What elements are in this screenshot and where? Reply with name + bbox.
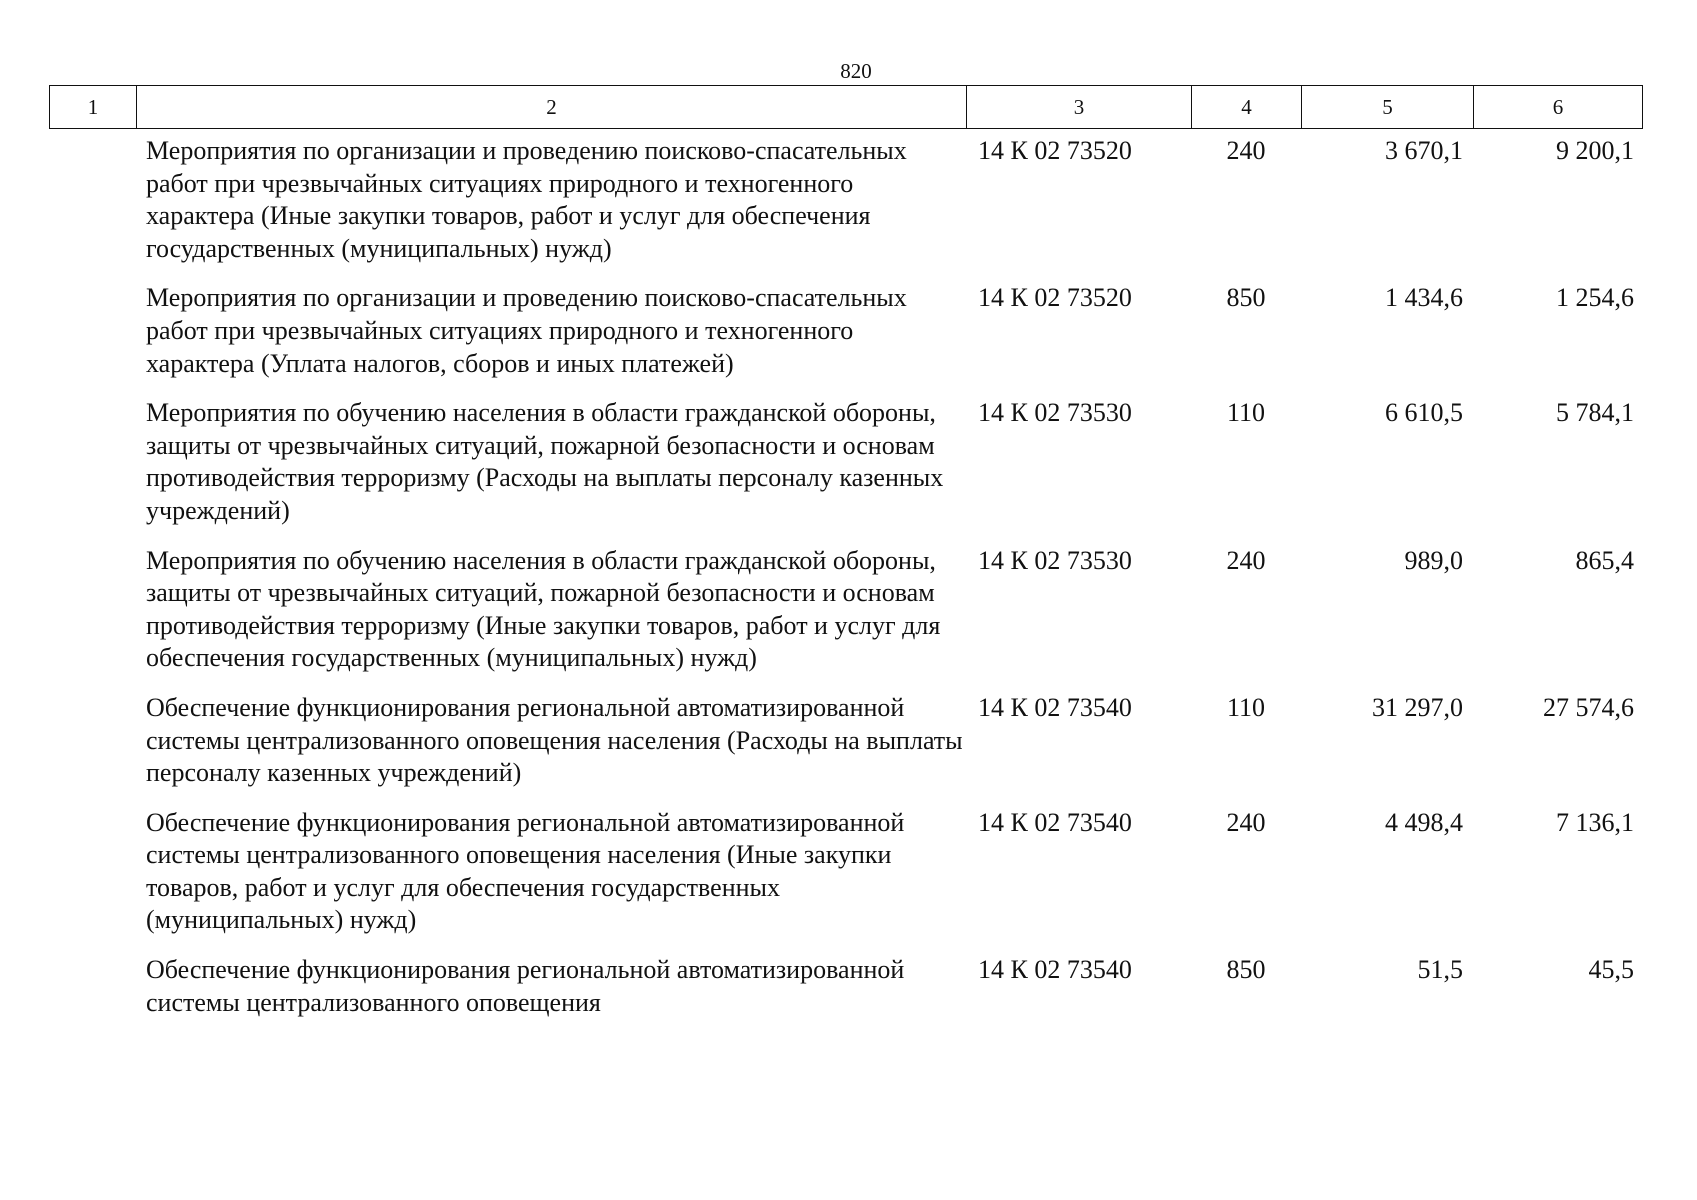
row-type: 240 xyxy=(1226,807,1266,837)
table-row xyxy=(49,282,1642,380)
row-number-cell xyxy=(49,282,136,380)
table-header xyxy=(49,85,1643,129)
header-col-6: 6 xyxy=(1474,86,1643,129)
row-value-2: 45,5 xyxy=(1588,955,1634,985)
row-type: 240 xyxy=(1226,136,1266,165)
table-row xyxy=(49,397,1642,527)
row-code: 14 К 02 73520 xyxy=(978,136,1132,165)
row-description: Обеспечение функционирования региональной автоматизированной системы централизованного оповещения населения (Иные закупки товаров, работ и услуг для обеспечения государственных (муниципальных) нужд) xyxy=(146,807,905,935)
row-number-cell xyxy=(49,545,136,675)
row-number-cell xyxy=(49,954,136,1019)
row-value-1: 3 670,1 xyxy=(1385,136,1463,165)
row-code: 14 К 02 73540 xyxy=(978,692,1132,722)
row-description: Мероприятия по организации и проведению поисково-спасательных работ при чрезвычайных ситуациях природного и техногенного характера (Уплата налогов, сборов и иных платежей) xyxy=(146,283,907,378)
header-col-2: 2 xyxy=(137,86,967,129)
row-value-1: 989,0 xyxy=(1404,545,1463,575)
row-number-cell xyxy=(49,397,136,527)
row-value-2: 5 784,1 xyxy=(1556,398,1634,428)
row-description: Обеспечение функционирования региональной автоматизированной системы централизованного оповещения xyxy=(146,955,905,1017)
page-number: 820 xyxy=(840,59,872,83)
row-type: 850 xyxy=(1226,955,1266,985)
header-row xyxy=(50,86,1643,129)
row-number-cell xyxy=(49,692,136,790)
table-body xyxy=(49,135,1642,1036)
table-row xyxy=(49,954,1642,1019)
row-value-1: 1 434,6 xyxy=(1385,283,1463,313)
row-code: 14 К 02 73530 xyxy=(978,545,1132,575)
row-code: 14 К 02 73520 xyxy=(978,283,1132,313)
header-col-4: 4 xyxy=(1192,86,1302,129)
row-value-1: 4 498,4 xyxy=(1385,807,1463,837)
row-value-1: 51,5 xyxy=(1417,955,1463,985)
table-row xyxy=(49,545,1642,675)
row-description: Обеспечение функционирования региональной автоматизированной системы централизованного оповещения населения (Расходы на выплаты персоналу казенных учреждений) xyxy=(146,692,963,788)
row-value-2: 7 136,1 xyxy=(1556,807,1634,837)
header-col-1: 1 xyxy=(50,86,137,129)
table-row xyxy=(49,807,1642,937)
table-row xyxy=(49,692,1642,790)
row-type: 110 xyxy=(1226,692,1266,722)
row-type: 850 xyxy=(1226,283,1266,313)
row-code: 14 К 02 73540 xyxy=(978,807,1132,837)
row-value-1: 31 297,0 xyxy=(1372,692,1463,722)
row-number-cell xyxy=(49,135,136,265)
header-col-3: 3 xyxy=(967,86,1192,129)
row-code: 14 К 02 73530 xyxy=(978,398,1132,428)
row-description: Мероприятия по обучению населения в области гражданской обороны, защиты от чрезвычайных ситуаций, пожарной безопасности и основам противодействия терроризму (Иные закупки товаров, работ и услуг для обеспечения государственных (муниципальных) нужд) xyxy=(146,545,941,673)
row-value-2: 865,4 xyxy=(1575,545,1634,575)
row-value-1: 6 610,5 xyxy=(1385,398,1463,428)
table-row xyxy=(49,135,1642,265)
row-number-cell xyxy=(49,807,136,937)
row-type: 110 xyxy=(1226,398,1266,428)
header-col-5: 5 xyxy=(1302,86,1474,129)
row-code: 14 К 02 73540 xyxy=(978,955,1132,985)
row-description: Мероприятия по организации и проведению поисково-спасательных работ при чрезвычайных ситуациях природного и техногенного характера (Иные закупки товаров, работ и услуг для обеспечения государственных (муниципальных) нужд) xyxy=(146,136,907,263)
row-value-2: 9 200,1 xyxy=(1556,136,1634,165)
row-type: 240 xyxy=(1226,545,1266,575)
row-value-2: 1 254,6 xyxy=(1556,283,1634,313)
row-value-2: 27 574,6 xyxy=(1543,692,1634,722)
row-description: Мероприятия по обучению населения в области гражданской обороны, защиты от чрезвычайных ситуаций, пожарной безопасности и основам противодействия терроризму (Расходы на выплаты персоналу казенных учреждений) xyxy=(146,398,944,525)
